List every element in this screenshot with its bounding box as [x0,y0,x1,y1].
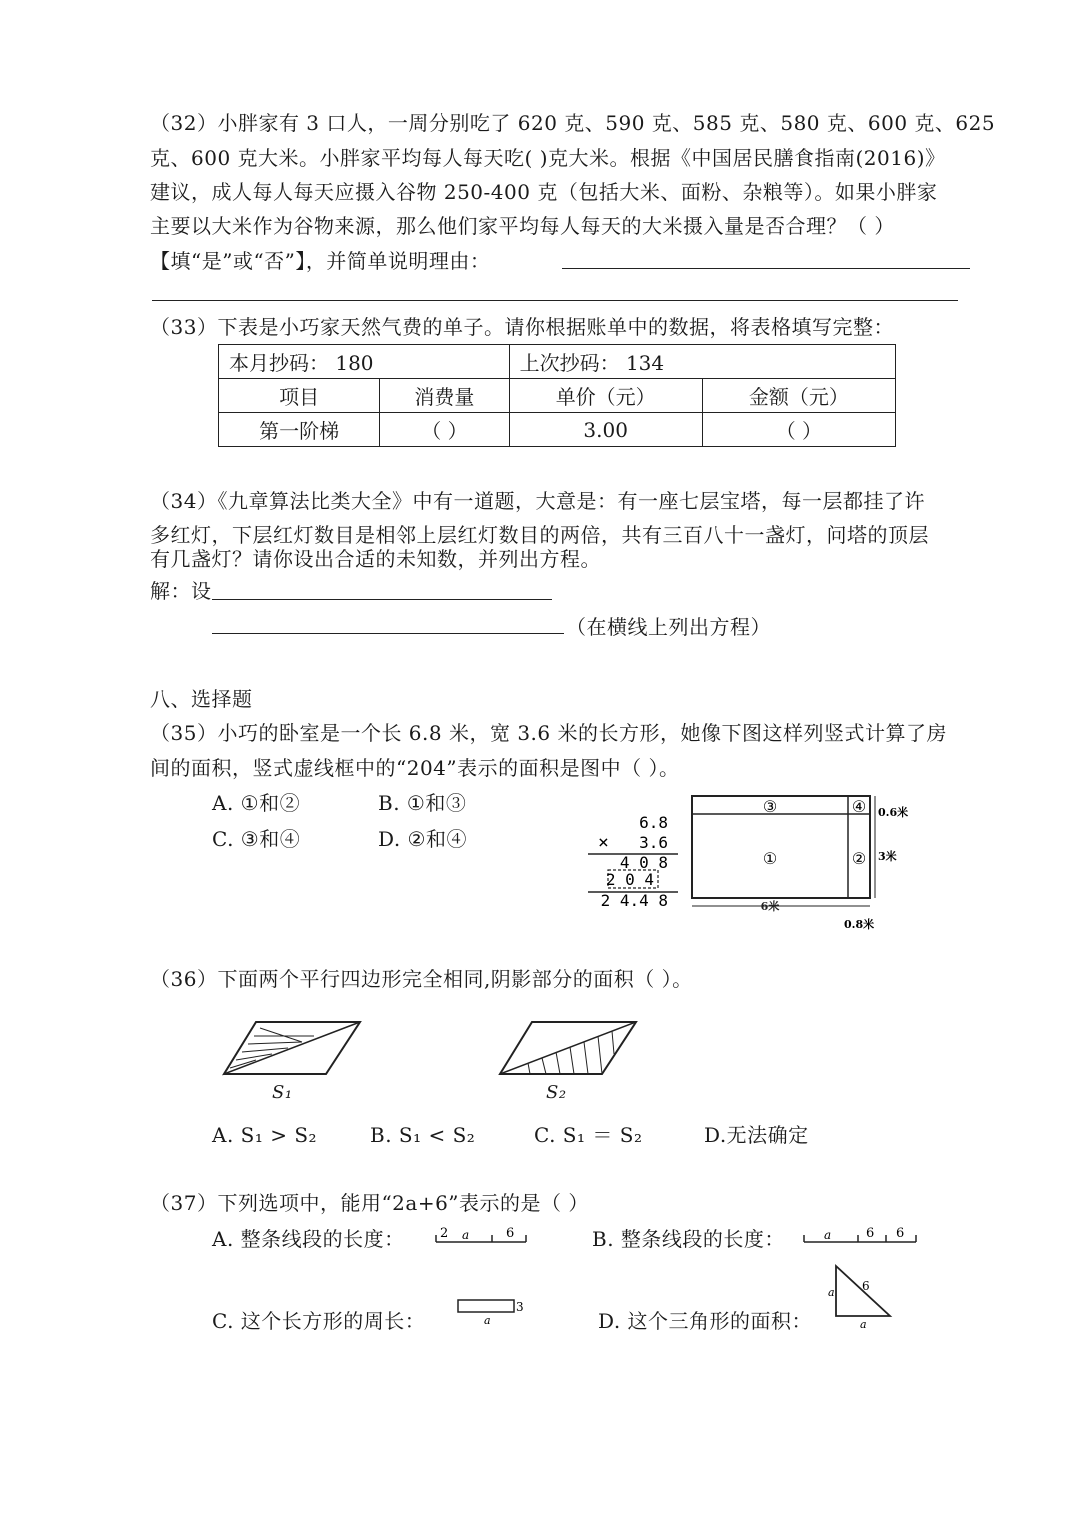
region-3: ③ [762,797,778,816]
segment-a [432,1222,532,1252]
seg-a-label-2: a [462,1228,470,1242]
tri-side-label: a [828,1286,835,1299]
parallelogram-s1 [222,1016,364,1078]
q32-line-1: （32）小胖家有 3 口人，一周分别吃了 620 克、590 克、585 克、580 克、600 克、625 [150,111,996,135]
q34-line-3: 有几盏灯？请你设出合适的未知数，并列出方程。 [150,547,601,571]
q34-solve-label: 解：设 [150,579,212,603]
q32-line-5: 【填“是”或“否”】，并简单说明理由： [150,249,491,273]
q36-option-c[interactable]: C. S₁ ＝ S₂ [534,1123,643,1147]
q32-line-4: 主要以大米作为谷物来源，那么他们家平均每人每天的大米摄入量是否合理？（ ） [150,214,895,238]
dim-side: 3米 [878,850,897,863]
table-cell: 3.00 [509,413,702,447]
q32-answer-line-1[interactable] [562,268,970,269]
q35-option-a[interactable]: A. ①和② [212,791,301,815]
q37-option-a[interactable]: A. 整条线段的长度： [212,1227,405,1251]
label-s1: S₁ [272,1082,293,1103]
table-header: 消费量 [380,379,509,413]
rectangle-c [454,1294,530,1326]
consumption-blank[interactable]: （ ） [380,413,509,447]
triangle-d [826,1260,898,1330]
q35-option-d[interactable]: D. ②和④ [378,827,467,851]
current-reading: 本月抄码： 180 [219,345,510,379]
calc-times-sign: × [598,832,609,853]
q35-option-c[interactable]: C. ③和④ [212,827,301,851]
q36-option-a[interactable]: A. S₁ > S₂ [212,1123,318,1147]
table-cell: 第一阶梯 [219,413,380,447]
dim-top: 0.6米 [878,806,909,819]
amount-blank[interactable]: （ ） [702,413,895,447]
region-2: ② [851,849,867,868]
q32-line-3: 建议，成人每人每天应摄入谷物 250-400 克（包括大米、面粉、杂粮等）。如果小胖家 [150,180,938,204]
q34-line-1: （34）《九章算法比类大全》中有一道题，大意是：有一座七层宝塔，每一层都挂了许 [150,489,925,513]
calc-row-4: 2 0 4 [605,870,654,889]
seg-b-label-2: 6 [866,1226,875,1241]
q36-option-d[interactable]: D.无法确定 [704,1123,809,1147]
q32-answer-line-2[interactable] [152,300,958,301]
q34-equation-line[interactable] [212,633,564,634]
q37-option-c[interactable]: C. 这个长方形的周长： [212,1309,426,1333]
seg-a-label-1: 2 [440,1226,449,1241]
vertical-multiplication [580,808,690,912]
dim-right: 0.8米 [844,918,875,931]
table-header: 单价（元） [509,379,702,413]
q37-option-b[interactable]: B. 整条线段的长度： [592,1227,785,1251]
table-header: 金额（元） [702,379,895,413]
segment-b [800,1222,922,1252]
section-title: 八、选择题 [150,687,253,711]
q32-line-2: 克、600 克大米。小胖家平均每人每天吃( )克大米。根据《中国居民膳食指南(2016)》 [150,146,946,170]
parallelogram-s2 [498,1016,640,1078]
table-header: 项目 [219,379,380,413]
q35-option-b[interactable]: B. ①和③ [378,791,467,815]
q36-stem: （36）下面两个平行四边形完全相同,阴影部分的面积（ ）。 [150,967,693,991]
rect-height-label: 3 [516,1300,524,1314]
calc-row-1: 6.8 [639,813,668,832]
tri-base-label: a [860,1318,867,1331]
calc-row-3: 4 0 8 [619,853,668,872]
region-1: ① [762,849,778,868]
room-figure [684,788,909,934]
region-4: ④ [851,797,867,816]
gas-bill-table [218,344,896,447]
last-reading: 上次抄码： 134 [509,345,895,379]
seg-a-label-3: 6 [506,1226,515,1241]
seg-b-label-3: 6 [896,1226,905,1241]
q35-line-1: （35）小巧的卧室是一个长 6.8 米，宽 3.6 米的长方形，她像下图这样列竖式计算了房 [150,721,947,745]
q34-line-2: 多红灯，下层红灯数目是相邻上层红灯数目的两倍，共有三百八十一盏灯，问塔的顶层 [150,523,929,547]
calc-row-5: 2 4.4 8 [600,891,668,910]
q33-intro: （33）下表是小巧家天然气费的单子。请你根据账单中的数据，将表格填写完整： [150,315,894,339]
q34-unknown-line[interactable] [212,599,552,600]
calc-row-2: 3.6 [639,833,668,852]
tri-hyp-label: 6 [862,1279,870,1293]
rect-width-label: a [484,1314,491,1327]
q37-option-d[interactable]: D. 这个三角形的面积： [598,1309,813,1333]
dim-bottom: 6米 [760,900,780,913]
q36-option-b[interactable]: B. S₁ < S₂ [370,1123,476,1147]
q35-line-2: 间的面积，竖式虚线框中的“204”表示的面积是图中（ ）。 [150,756,680,780]
label-s2: S₂ [546,1082,567,1103]
q34-equation-hint: （在横线上列出方程） [566,615,771,639]
q37-stem: （37）下列选项中，能用“2a+6”表示的是（ ） [150,1191,589,1215]
seg-b-label-1: a [824,1228,832,1242]
